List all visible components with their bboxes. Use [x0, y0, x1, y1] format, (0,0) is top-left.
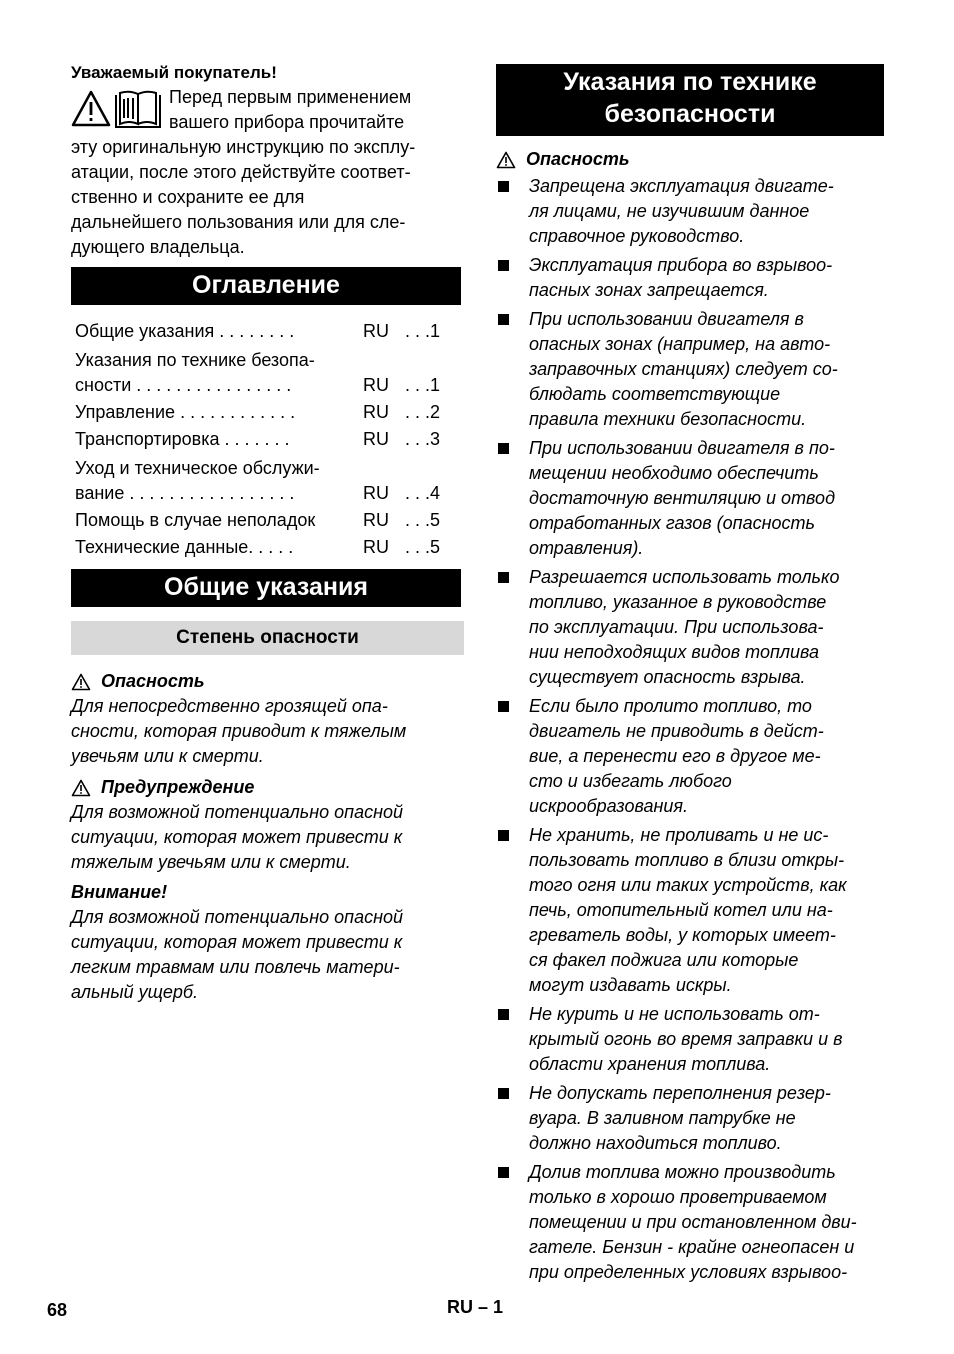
- danger-block: [71, 669, 461, 769]
- toc-entry-title: Уход и техническое обслужи- вание . . . . . . . . . . . . . . . . .: [75, 458, 320, 503]
- list-item: При использовании двигателя в по- мещении необходимо обеспечить достаточную вентиляцию и отвод отработанных газов (опасность отравления).: [496, 436, 884, 561]
- general-heading: Общие указания: [71, 569, 461, 607]
- toc-entry[interactable]: [71, 452, 461, 506]
- list-item: Разрешается использовать только топливо, указанное в руководстве по эксплуатации. При использова- нии неподходящих видов топлива существует опасность взрыва.: [496, 565, 884, 690]
- page-number: 68: [47, 1300, 68, 1320]
- toc-entry-lang: RU: [363, 402, 389, 422]
- toc-entry-lang: RU: [363, 321, 389, 341]
- toc-entry-lang: RU: [363, 483, 389, 503]
- section-page-label: RU – 1: [447, 1297, 504, 1317]
- warning-label: Предупреждение: [101, 777, 255, 797]
- warning-triangle-icon: [71, 673, 91, 691]
- right-column: [496, 64, 884, 1289]
- bullet-square-icon: [498, 181, 509, 192]
- toc-entry-title: Транспортировка . . . . . . .: [75, 429, 290, 449]
- intro-line: вашего прибора прочитайте: [169, 112, 405, 132]
- intro-line: Перед первым применением: [169, 87, 412, 107]
- toc-entry-page: . . .5: [405, 510, 441, 530]
- manual-book-icon: [116, 92, 160, 127]
- intro-line: дующего владельца.: [71, 237, 245, 257]
- toc-entry-lang: RU: [363, 375, 389, 395]
- bullet-square-icon: [498, 1009, 509, 1020]
- toc-entry[interactable]: [71, 317, 461, 344]
- hazard-level-heading: Степень опасности: [71, 621, 464, 655]
- safety-heading: Указания по технике безопасности: [496, 64, 884, 136]
- bullet-square-icon: [498, 701, 509, 712]
- toc-entry[interactable]: [71, 533, 461, 560]
- toc-entry-page: . . .4: [405, 483, 441, 503]
- danger-heading: [496, 147, 884, 172]
- toc-entry[interactable]: [71, 425, 461, 452]
- list-item: Долив топлива можно производить только в хорошо проветриваемом помещении и при остановленном дви- гателе. Бензин - крайне огнеопасен и при определенных условиях взрывоо-: [496, 1160, 884, 1285]
- toc-entry-page: . . .1: [405, 375, 441, 395]
- bullet-square-icon: [498, 314, 509, 325]
- caution-block: [71, 880, 461, 1005]
- list-item: Запрещена эксплуатация двигате- ля лицами, не изучившим данное справочное руководство.: [496, 174, 884, 249]
- toc-entry[interactable]: [71, 344, 461, 398]
- toc-entry-title: Помощь в случае неполадок: [75, 510, 316, 530]
- safety-list: [496, 174, 884, 1285]
- toc-entry[interactable]: [71, 506, 461, 533]
- toc-entry-lang: RU: [363, 429, 389, 449]
- intro-line: эту оригинальную инструкцию по эксплу-: [71, 137, 416, 157]
- toc-entry-title: Технические данные. . . . .: [75, 537, 294, 557]
- greeting: Уважаемый покупатель!: [71, 63, 277, 82]
- toc-entry-page: . . .1: [405, 321, 441, 341]
- list-item: Если было пролито топливо, то двигатель не приводить в дейст- вие, а перенести его в другое ме- сто и избегать любого искрообразования.: [496, 694, 884, 819]
- toc-heading: Оглавление: [71, 267, 461, 305]
- warning-text: Для возможной потенциально опасной ситуации, которая может привести к тяжелым увечьям или к смерти.: [71, 802, 404, 872]
- toc-entry[interactable]: [71, 398, 461, 425]
- intro-paragraph: [71, 85, 461, 260]
- left-column: [71, 60, 461, 1005]
- bullet-square-icon: [498, 1088, 509, 1099]
- caution-label: Внимание!: [71, 882, 168, 902]
- bullet-square-icon: [498, 443, 509, 454]
- bullet-square-icon: [498, 260, 509, 271]
- intro-line: атации, после этого действуйте соответ-: [71, 162, 411, 182]
- list-item: При использовании двигателя в опасных зонах (например, на авто- заправочных станциях) следует со- блюдать соответствующие правила техники безопасности.: [496, 307, 884, 432]
- warning-triangle-icon: [71, 779, 91, 797]
- table-of-contents: [71, 317, 461, 560]
- toc-entry-title: Управление . . . . . . . . . . . .: [75, 402, 296, 422]
- intro-icons: [71, 89, 163, 131]
- warning-triangle-icon: [73, 92, 109, 125]
- warning-triangle-icon: [496, 151, 516, 169]
- toc-entry-lang: RU: [363, 510, 389, 530]
- intro-line: дальнейшего пользования или для сле-: [71, 212, 406, 232]
- intro-line: ственно и сохраните ее для: [71, 187, 305, 207]
- toc-entry-lang: RU: [363, 537, 389, 557]
- bullet-square-icon: [498, 1167, 509, 1178]
- toc-entry-page: . . .3: [405, 429, 441, 449]
- toc-entry-title: Указания по технике безопа- сности . . . . . . . . . . . . . . . .: [75, 350, 315, 395]
- caution-text: Для возможной потенциально опасной ситуации, которая может привести к легким травмам или повлечь матери- альный ущерб.: [71, 907, 404, 1002]
- toc-entry-page: . . .5: [405, 537, 441, 557]
- bullet-square-icon: [498, 830, 509, 841]
- danger-text: Для непосредственно грозящей опа- сности, которая приводит к тяжелым увечьям или к смерти.: [71, 696, 407, 766]
- danger-label: Опасность: [101, 671, 205, 691]
- list-item: Не хранить, не проливать и не ис- пользовать топливо в близи откры- того огня или таких устройств, как печь, отопительный котел или на- греватель воды, у которых имеет- ся факел поджига или которые могут издавать искры.: [496, 823, 884, 998]
- list-item: Не курить и не использовать от- крытый огонь во время заправки и в области хранения топлива.: [496, 1002, 884, 1077]
- danger-label: Опасность: [526, 149, 630, 169]
- bullet-square-icon: [498, 572, 509, 583]
- warning-block: [71, 775, 461, 875]
- toc-entry-page: . . .2: [405, 402, 441, 422]
- list-item: Не допускать переполнения резер- вуара. В заливном патрубке не должно находиться топливо.: [496, 1081, 884, 1156]
- toc-entry-title: Общие указания . . . . . . . .: [75, 321, 295, 341]
- list-item: Эксплуатация прибора во взрывоо- пасных зонах запрещается.: [496, 253, 884, 303]
